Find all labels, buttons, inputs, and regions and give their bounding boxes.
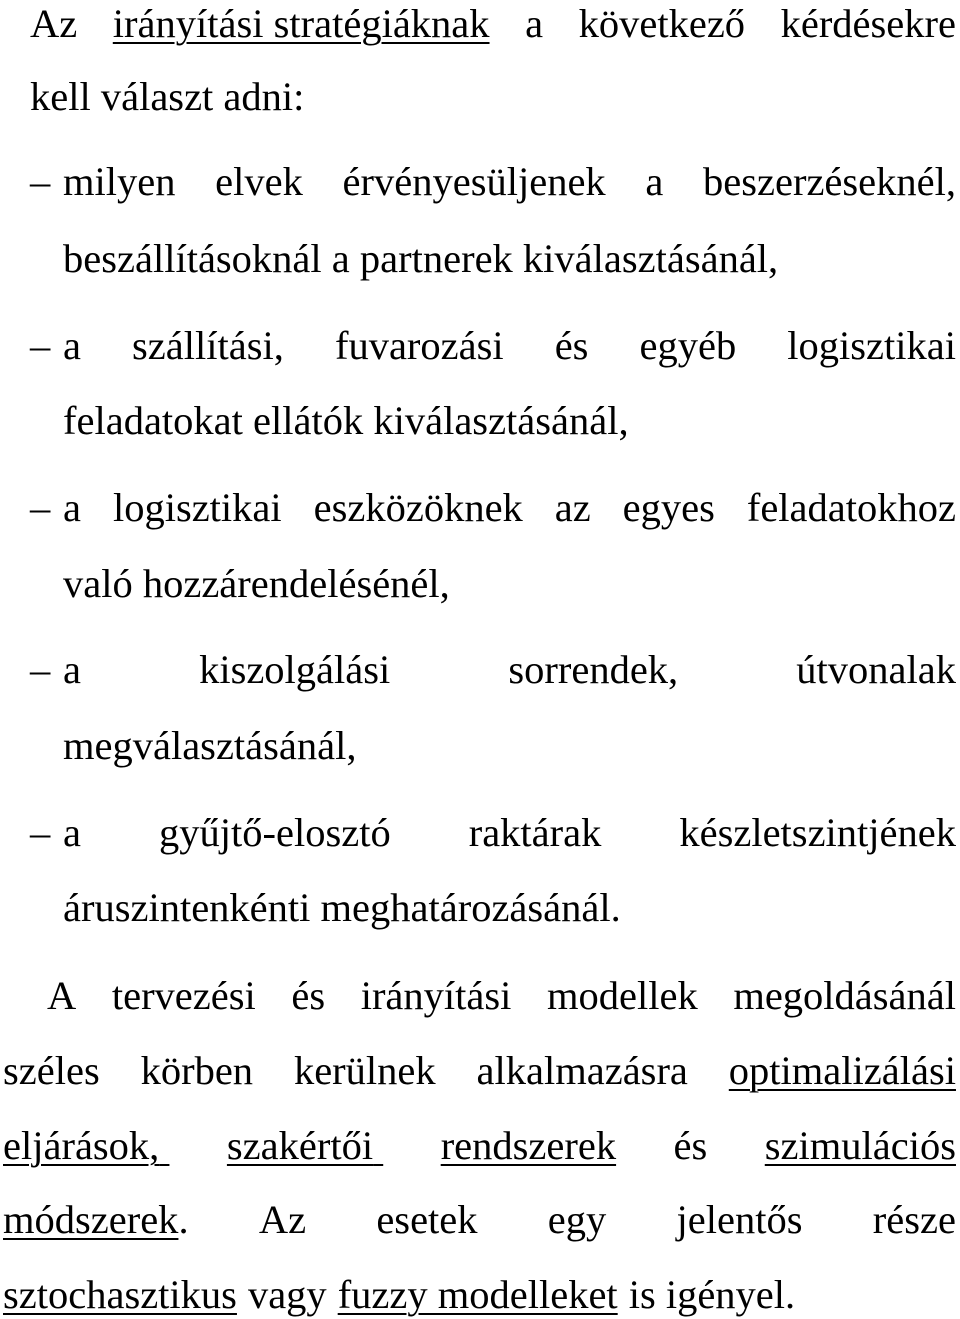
word: része [872, 1197, 956, 1242]
para-line-4 [3, 1196, 956, 1244]
intro-word: következő [578, 1, 746, 46]
word: az [554, 485, 591, 530]
word: A [47, 973, 77, 1018]
word: raktárak [468, 810, 602, 855]
list-dash: – [30, 647, 51, 692]
word: beszerzéseknél, [703, 159, 956, 204]
para-line-2 [3, 1047, 956, 1095]
word: és [673, 1123, 708, 1168]
word: és [291, 973, 326, 1018]
word: elvek [215, 159, 303, 204]
word: kiszolgálási [199, 647, 391, 692]
word: a [63, 485, 81, 530]
link-underline-gap [159, 1122, 227, 1170]
szakértői-link[interactable]: szakértői [226, 1123, 374, 1168]
list-item-2-line-1 [63, 322, 956, 370]
intro-word: Az [30, 1, 78, 46]
word: logisztikai [787, 323, 956, 368]
word: tervezési [111, 973, 256, 1018]
word: egyes [622, 485, 715, 530]
word: milyen [63, 159, 176, 204]
list-item-3-line-2: való hozzárendelésénél, [63, 561, 450, 606]
list-dash: – [30, 323, 51, 368]
eljárások-link[interactable]: eljárások, [3, 1123, 160, 1168]
word: esetek [376, 1197, 478, 1242]
word: feladatokhoz [746, 485, 956, 530]
word: vagy [247, 1272, 327, 1317]
word: a [63, 323, 81, 368]
word: jelentős [676, 1197, 803, 1242]
word: egyéb [639, 323, 737, 368]
word: szállítási, [132, 323, 284, 368]
fuzzy-modelleket-link[interactable]: fuzzy modelleket [337, 1272, 618, 1317]
word: alkalmazásra [476, 1048, 688, 1093]
list-item-1-line-2: beszállításoknál a partnerek kiválasztásánál, [63, 236, 779, 281]
word: készletszintjének [679, 810, 956, 855]
word: is igényel. [628, 1272, 796, 1317]
word: fuvarozási [334, 323, 504, 368]
word: eszközöknek [313, 485, 523, 530]
link-underline-gap [373, 1122, 441, 1170]
word: irányítási [360, 973, 512, 1018]
word: gyűjtő-elosztó [158, 810, 391, 855]
list-dash: – [30, 159, 51, 204]
sztochasztikus-link[interactable]: sztochasztikus [3, 1272, 237, 1317]
word: a [63, 647, 81, 692]
rendszerek-link[interactable]: rendszerek [440, 1123, 617, 1168]
word: modellek [547, 973, 698, 1018]
intro-word: kérdésekre [780, 1, 956, 46]
word: egy [547, 1197, 607, 1242]
list-item-2-line-2: feladatokat ellátók kiválasztásánál, [63, 398, 629, 443]
list-dash: – [30, 485, 51, 530]
intro-line-2: kell választ adni: [30, 74, 305, 119]
list-dash: – [30, 810, 51, 855]
word: széles [3, 1048, 100, 1093]
word: sorrendek, [508, 647, 679, 692]
list-item-4-line-2: megválasztásánál, [63, 723, 357, 768]
word: útvonalak [796, 647, 956, 692]
list-item-5-line-1 [63, 809, 956, 857]
list-item-5-line-2: áruszintenkénti meghatározásánál. [63, 885, 621, 930]
word: körben [140, 1048, 254, 1093]
optimalizálási-link[interactable]: optimalizálási [728, 1048, 956, 1093]
word: a [63, 810, 81, 855]
word: érvényesüljenek [342, 159, 606, 204]
irányítási-stratégiák-link[interactable]: irányítási stratégiáknak [112, 1, 490, 46]
list-item-1-line-1 [63, 158, 956, 206]
szimulációs-link[interactable]: szimulációs [764, 1123, 956, 1168]
para-line-1 [47, 972, 956, 1020]
word: Az [258, 1197, 307, 1242]
word: kerülnek [293, 1048, 436, 1093]
intro-line-1 [30, 0, 956, 48]
word: megoldásánál [733, 973, 956, 1018]
word: logisztikai [112, 485, 282, 530]
word: . [178, 1197, 189, 1242]
intro-word: a [525, 1, 544, 46]
word: a [645, 159, 664, 204]
para-line-3 [3, 1122, 956, 1170]
list-item-3-line-1 [63, 484, 956, 532]
módszerek-link[interactable]: módszerek [3, 1197, 179, 1242]
list-item-4-line-1 [63, 646, 956, 694]
para-line-5 [3, 1271, 795, 1319]
word: és [554, 323, 589, 368]
